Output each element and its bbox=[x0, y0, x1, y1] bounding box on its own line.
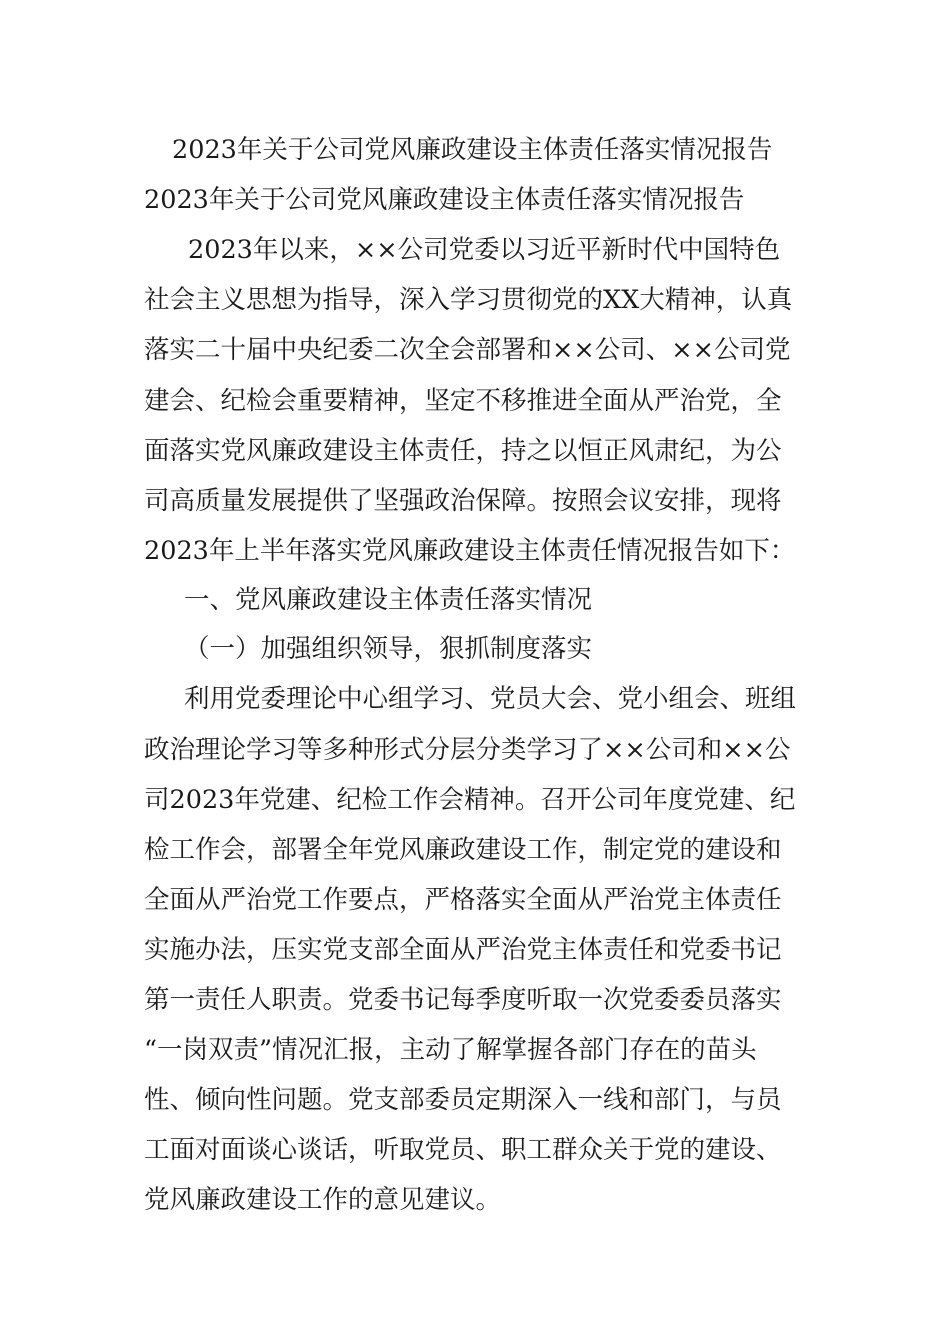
paragraph-line: 党风廉政建设工作的意见建议。 bbox=[144, 1185, 502, 1215]
paragraph-line: 面落实党风廉政建设主体责任，持之以恒正风肃纪，为公 bbox=[144, 436, 782, 466]
paragraph-line: 实施办法，压实党支部全面从严治党主体责任和党委书记 bbox=[144, 935, 782, 965]
paragraph-line: 第一责任人职责。党委书记每季度听取一次党委委员落实 bbox=[144, 985, 782, 1015]
paragraph-line: 全面从严治党工作要点，严格落实全面从严治党主体责任 bbox=[144, 885, 782, 915]
document-title: 2023年关于公司党风廉政建设主体责任落实情况报告 bbox=[172, 135, 773, 165]
paragraph-line: 建会、纪检会重要精神，坚定不移推进全面从严治党，全 bbox=[144, 386, 782, 416]
paragraph-line: 工面对面谈心谈话，听取党员、职工群众关于党的建设、 bbox=[144, 1135, 782, 1165]
paragraph-line: 社会主义思想为指导，深入学习贯彻党的XX大精神，认真 bbox=[144, 285, 793, 315]
document-subtitle: 2023年关于公司党风廉政建设主体责任落实情况报告 bbox=[144, 185, 745, 215]
paragraph-line: 利用党委理论中心组学习、党员大会、党小组会、班组 bbox=[184, 684, 797, 714]
section-heading: 一、党风廉政建设主体责任落实情况 bbox=[184, 585, 593, 615]
paragraph-line: “一岗双责”情况汇报，主动了解掌握各部门存在的苗头 bbox=[144, 1035, 757, 1065]
paragraph-line: 司高质量发展提供了坚强政治保障。按照会议安排，现将 bbox=[144, 486, 782, 516]
paragraph-line: 性、倾向性问题。党支部委员定期深入一线和部门，与员 bbox=[144, 1085, 782, 1115]
paragraph-line: 司2023年党建、纪检工作会精神。召开公司年度党建、纪 bbox=[144, 785, 796, 815]
subsection-heading: （一）加强组织领导，狠抓制度落实 bbox=[184, 634, 593, 664]
paragraph-line: 2023年上半年落实党风廉政建设主体责任情况报告如下： bbox=[144, 536, 796, 566]
paragraph-line: 落实二十届中央纪委二次全会部署和××公司、××公司党 bbox=[144, 335, 791, 365]
paragraph-line: 政治理论学习等多种形式分层分类学习了××公司和××公 bbox=[144, 735, 791, 765]
paragraph-line: 2023年以来，××公司党委以习近平新时代中国特色 bbox=[188, 235, 781, 265]
paragraph-line: 检工作会，部署全年党风廉政建设工作，制定党的建设和 bbox=[144, 835, 782, 865]
